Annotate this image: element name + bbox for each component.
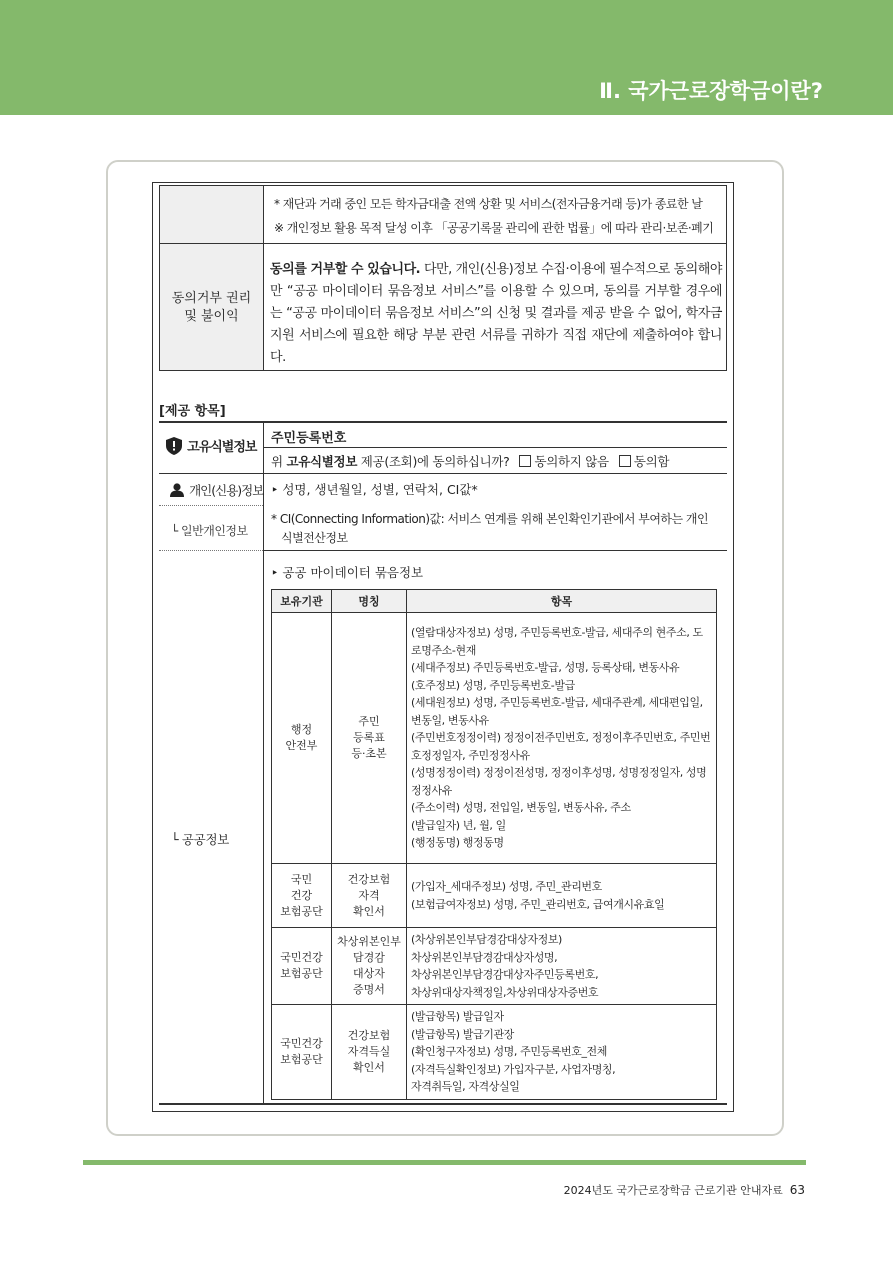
page-number: 63 — [789, 1183, 805, 1197]
items-cell: (발급항목) 발급일자 (발급항목) 발급기관장 (확인청구자정보) 성명, 주민등록번호_전체 (자격득실확인정보) 가입자구분, 사업자명칭, 자격취득일, 자격상실일 — [407, 1005, 717, 1100]
mydata-heading: ‣ 공공 마이데이터 묶음정보 — [271, 565, 424, 580]
label-column-bg — [160, 186, 263, 370]
org-cell: 행정 안전부 — [272, 613, 332, 864]
table-row — [272, 1005, 717, 1100]
table-row — [272, 864, 717, 928]
agree-label: 동의함 — [633, 454, 670, 469]
footer-bar — [83, 1160, 806, 1165]
refusal-right-label: 동의거부 권리 및 불이익 — [171, 291, 252, 324]
items-cell: (가입자_세대주정보) 성명, 주민_관리번호 (보험급여자정보) 성명, 주민_관리번호, 급여개시유효일 — [407, 864, 717, 928]
agree-checkbox[interactable] — [619, 455, 631, 467]
org-cell: 국민건강 보험공단 — [272, 1005, 332, 1100]
disagree-checkbox[interactable] — [519, 455, 531, 467]
public-info-label: └ 공공정보 — [171, 832, 229, 847]
table-row — [272, 928, 717, 1005]
general-personal-label: └ 일반개인정보 — [171, 524, 248, 538]
column-header-org: 보유기관 — [272, 590, 332, 613]
org-cell: 국민건강 보험공단 — [272, 928, 332, 1005]
person-icon — [170, 483, 184, 497]
unique-id-title: 주민등록번호 — [271, 431, 347, 446]
doc-name-cell: 건강보험 자격득실 확인서 — [332, 1005, 407, 1100]
page-title: Ⅱ. 국가근로장학금이란? — [599, 79, 823, 103]
unique-id-question: 위 고유식별정보 제공(조회)에 동의하십니까? 동의하지 않음 동의함 — [271, 454, 670, 469]
mydata-table — [271, 589, 717, 1100]
column-header-name: 명칭 — [332, 590, 407, 613]
table-header-row — [272, 590, 717, 613]
section-title: [제공 항목] — [159, 404, 226, 419]
personal-info-label: 개인(신용)정보 — [170, 480, 263, 499]
org-cell: 국민 건강 보험공단 — [272, 864, 332, 928]
items-cell: (차상위본인부담경감대상자정보) 차상위본인부담경감대상자성명, 차상위본인부담경감대상자주민등록번호, 차상위대상자책정일,차상위대상자증번호 — [407, 928, 717, 1005]
ci-note: * CI(Connecting Information)값: 서비스 연계를 위해 본인확인기관에서 부여하는 개인 식별전산정보 — [271, 512, 709, 545]
table-row — [272, 613, 717, 864]
refusal-right-text: 동의를 거부할 수 있습니다. 다만, 개인(신용)정보 수집·이용에 필수적으로 동의해야만 “공공 마이데이터 묶음정보 서비스”를 이용할 수 있으며, 동의를 거부할 경우에는 “공공 마이데이터 묶음정보 서비스”의 신청 및 결과를 제공 받을 수 없어, 학자금지원 서비스에 필요한 해당 부분 관련 서류를 귀하가 직접 재단에 제출하여야 합니다. — [270, 262, 722, 365]
items-cell: (열람대상자정보) 성명, 주민등록번호-발급, 세대주의 현주소, 도로명주소-현재 (세대주정보) 주민등록번호-발급, 성명, 등록상태, 변동사유 (호주정보) 성명, 주민등록번호-발급 (세대원정보) 성명, 주민등록번호-발급, 세대주관계, 세대편입일, 변동일, 변동사유 (주민번호정정이력) 정정이전주민번호, 정정이후주민번호, 주민번호정정일자, 주민정정사유 (성명정정이력) 정정이전성명, 정정이후성명, 성명정정일자, 성명정정사유 (주소이력) 성명, 전입일, 변동일, 변동사유, 주소 (발급일자) 년, 월, 일 (행정동명) 행정동명 — [407, 613, 717, 864]
doc-name-cell: 건강보험 자격 확인서 — [332, 864, 407, 928]
unique-id-label: 고유식별정보 — [166, 436, 260, 456]
disagree-label: 동의하지 않음 — [534, 454, 609, 469]
doc-name-cell: 주민 등록표 등·초본 — [332, 613, 407, 864]
doc-name-cell: 차상위본인부 담경감 대상자 증명서 — [332, 928, 407, 1005]
retention-note: * 재단과 거래 중인 모든 학자금대출 전액 상환 및 서비스(전자금융거래 등)가 종료한 날 — [274, 197, 703, 211]
shield-icon — [166, 437, 182, 455]
personal-items: ‣ 성명, 생년월일, 성별, 연락처, CI값* — [271, 482, 478, 497]
disposal-note: ※ 개인정보 활용 목적 달성 이후 「공공기록물 관리에 관한 법률」에 따라 관리·보존·폐기 — [274, 221, 714, 235]
column-header-items: 항목 — [407, 590, 717, 613]
footer: 2024년도 국가근로장학금 근로기관 안내자료 63 — [563, 1183, 805, 1197]
